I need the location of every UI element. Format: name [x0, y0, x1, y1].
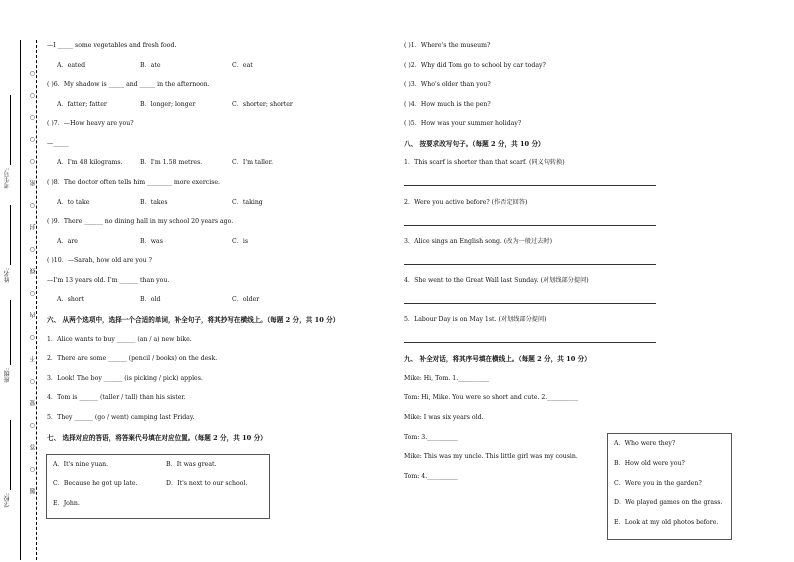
binding-line: [20, 40, 21, 560]
school-blank: [10, 420, 11, 490]
q6-stem: ( )6．My shadow is _____ and _____ in the afternoon.: [47, 81, 210, 88]
sec8-item-5: 5．Labour Day is on May 1st. (对划线部分提问): [404, 316, 547, 323]
margin-mark: ○: [29, 202, 36, 209]
margin-mark: ○: [29, 136, 36, 143]
margin-mark: 封: [30, 224, 37, 230]
sec7-option-c: C．Because he got up late.: [53, 480, 138, 487]
school-label: 学校:: [4, 493, 11, 508]
q9-option-b: B．was: [140, 238, 163, 245]
sec7-question-2: ( )2．Why did Tom go to school by car today?: [404, 62, 546, 69]
dialog-line-1: Mike: Hi, Tom. 1.__________: [404, 375, 490, 382]
margin-mark: 答: [30, 444, 37, 450]
exam-number-blank: [10, 95, 11, 165]
class-blank: [10, 300, 11, 365]
section-8-title: 八、 按要求改写句子。（每题 2 分，共 10 分）: [404, 140, 545, 148]
q8-option-b: B．takes: [140, 199, 168, 206]
q6-option-a: A．fatter; fatter: [57, 101, 107, 108]
sec8-item-1: 1．This scarf is shorter than that scarf. (同义句转换): [404, 159, 565, 166]
sec8-answer-line-5[interactable]: [404, 342, 656, 343]
sec8-answer-line-1[interactable]: [404, 185, 656, 186]
q7-dash-line: —_____: [47, 140, 69, 147]
margin-mark: ○: [29, 466, 36, 473]
margin-mark: 不: [30, 356, 37, 362]
section-6-title: 六、 从两个选项中，选择一个合适的单词，补全句子，将其抄写在横线上。（每题 2 分，共 10 分）: [47, 316, 340, 324]
binding-margin: [0, 0, 40, 562]
sec7-option-d: D．It's next to our school.: [166, 480, 248, 487]
sec7-question-1: ( )1．Where's the museum?: [404, 42, 491, 49]
q8-option-c: C．taking: [232, 199, 263, 206]
q5-answer-line: —I _____ some vegetables and fresh food.: [47, 42, 177, 49]
sec9-option-b: B．How old were you?: [614, 460, 685, 467]
exam-number-label: 考生号:: [4, 168, 11, 189]
sec6-item-2: 2．There are some ______ (pencil / books) on the desk.: [47, 355, 218, 362]
sec8-item-4: 4．She went to the Great Wall last Sunday. (对划线部分提问): [404, 277, 589, 284]
sec8-item-3: 3．Alice sings an English song. (改为一般过去时): [404, 238, 552, 245]
dialog-line-5: Mike: This was my uncle. This little girl was my cousin.: [404, 453, 578, 460]
sec9-option-e: E．Look at my old photos before.: [614, 519, 719, 526]
q10-option-a: A．short: [57, 296, 84, 303]
q5-option-c: C．eat: [232, 62, 253, 69]
q6-option-c: C．shorter; shorter: [232, 101, 293, 108]
q9-option-c: C．is: [232, 238, 249, 245]
sec7-option-e: E．John.: [53, 500, 80, 507]
margin-mark: 内: [30, 312, 37, 318]
margin-mark: ○: [29, 334, 36, 341]
q9-option-a: A．are: [57, 238, 78, 245]
margin-mark: 密: [30, 180, 37, 186]
q10-stem: ( )10．—Sarah, how old are you ?: [47, 257, 152, 264]
dialog-line-3: Mike: I was six years old.: [404, 414, 484, 421]
q7-stem: ( )7．—How heavy are you?: [47, 120, 134, 127]
q7-option-b: B．I'm 1.58 metres.: [140, 159, 203, 166]
sec6-item-4: 4．Tom is ______ (taller / tall) than his sister.: [47, 394, 186, 401]
sec7-question-4: ( )4．How much is the pen?: [404, 101, 491, 108]
margin-mark: 线: [30, 268, 37, 274]
sec6-item-5: 5．They ______ (go / went) camping last Friday.: [47, 414, 195, 421]
q8-stem: ( )8．The doctor often tells him ________ more exercise.: [47, 179, 221, 186]
q9-stem: ( )9．There ______ no dining hall in my school 20 years ago.: [47, 218, 234, 225]
dialog-line-6: Tom: 4.__________: [404, 473, 459, 480]
margin-mark: ○: [29, 290, 36, 297]
sec7-option-b: B．It was great.: [166, 461, 217, 468]
margin-mark: ○: [29, 92, 36, 99]
margin-mark: ○: [29, 246, 36, 253]
margin-mark: 题: [30, 488, 37, 494]
margin-mark: ○: [29, 422, 36, 429]
sec6-item-1: 1．Alice wants to buy ______ (an / a) new bike.: [47, 336, 192, 343]
sec8-answer-line-4[interactable]: [404, 303, 656, 304]
sec9-option-d: D．We played games on the grass.: [614, 499, 723, 506]
margin-mark: ○: [29, 114, 36, 121]
sec9-option-c: C．Were you in the garden?: [614, 480, 702, 487]
q7-option-a: A．I'm 48 kilograms.: [57, 159, 123, 166]
name-label: 姓名:: [4, 268, 11, 283]
margin-mark: ○: [29, 158, 36, 165]
q6-option-b: B．longer; longer: [140, 101, 196, 108]
q5-option-a: A．eated: [57, 62, 86, 69]
q8-option-a: A．to take: [57, 199, 90, 206]
dialog-line-2: Tom: Hi, Mike. You were so short and cute. 2.__________: [404, 394, 579, 401]
q7-option-c: C．I'm taller.: [232, 159, 273, 166]
sec8-answer-line-2[interactable]: [404, 225, 656, 226]
sec8-item-2: 2．Were you active before? (作否定回答): [404, 199, 528, 206]
sec7-option-a: A．It's nine yuan.: [53, 461, 109, 468]
q10-reply: —I'm 13 years old. I'm ______ than you.: [47, 277, 170, 284]
q10-option-b: B．old: [140, 296, 161, 303]
sec7-question-5: ( )5．How was your summer holiday?: [404, 120, 522, 127]
sec6-item-3: 3．Look! The boy ______ (is picking / pick) apples.: [47, 375, 203, 382]
q10-option-c: C．older: [232, 296, 260, 303]
class-label: 班级:: [4, 368, 11, 383]
section-7-title: 七、 选择对应的答语，将答案代号填在对应位置。（每题 2 分，共 10 分）: [47, 434, 267, 442]
q5-option-b: B．ate: [140, 62, 161, 69]
dialog-line-4: Tom: 3.__________: [404, 434, 459, 441]
sec8-answer-line-3[interactable]: [404, 264, 656, 265]
margin-mark: ○: [29, 378, 36, 385]
sec9-option-a: A．Who were they?: [614, 440, 676, 447]
section-9-title: 九、 补全对话，将其序号填在横线上。（每题 2 分，共 10 分）: [404, 355, 591, 363]
margin-mark: 要: [30, 400, 37, 406]
sec7-question-3: ( )3．Who's older than you?: [404, 81, 491, 88]
cut-line: [36, 40, 37, 560]
name-blank: [10, 205, 11, 265]
margin-mark: ○: [29, 70, 36, 77]
